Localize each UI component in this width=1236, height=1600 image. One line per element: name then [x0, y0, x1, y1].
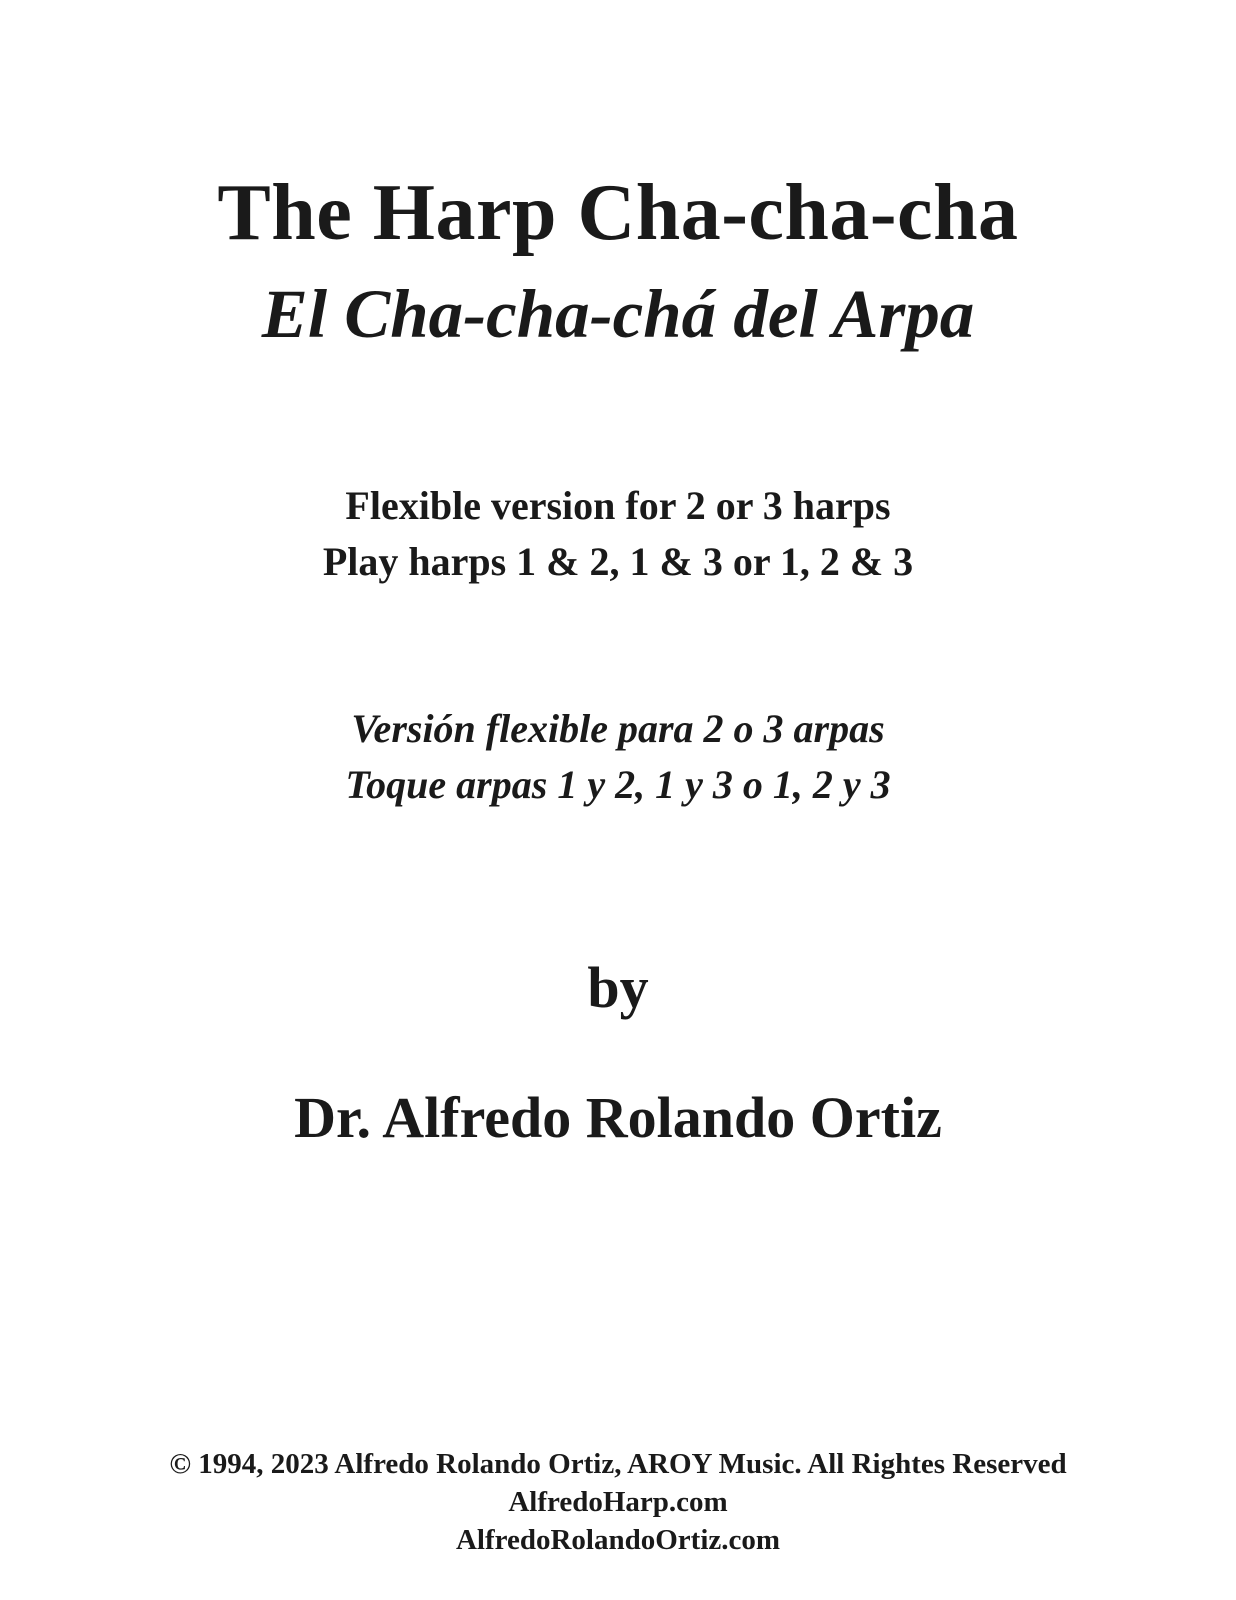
title-english: The Harp Cha-cha-cha	[217, 169, 1019, 257]
description-spanish-line-2: Toque arpas 1 y 2, 1 y 3 o 1, 2 y 3	[345, 762, 891, 807]
website-alfredoharp: AlfredoHarp.com	[508, 1486, 728, 1518]
author-name: Dr. Alfredo Rolando Ortiz	[294, 1085, 942, 1150]
by-label: by	[587, 955, 649, 1020]
description-spanish-line-1: Versión flexible para 2 o 3 arpas	[351, 706, 885, 751]
description-english-line-1: Flexible version for 2 or 3 harps	[345, 483, 891, 528]
copyright-notice: © 1994, 2023 Alfredo Rolando Ortiz, AROY Music. All Rightes Reserved	[169, 1448, 1067, 1480]
website-alfredorolandoortiz: AlfredoRolandoOrtiz.com	[455, 1524, 781, 1556]
title-spanish: El Cha-cha-chá del Arpa	[261, 276, 975, 352]
description-english-line-2: Play harps 1 & 2, 1 & 3 or 1, 2 & 3	[322, 539, 914, 584]
